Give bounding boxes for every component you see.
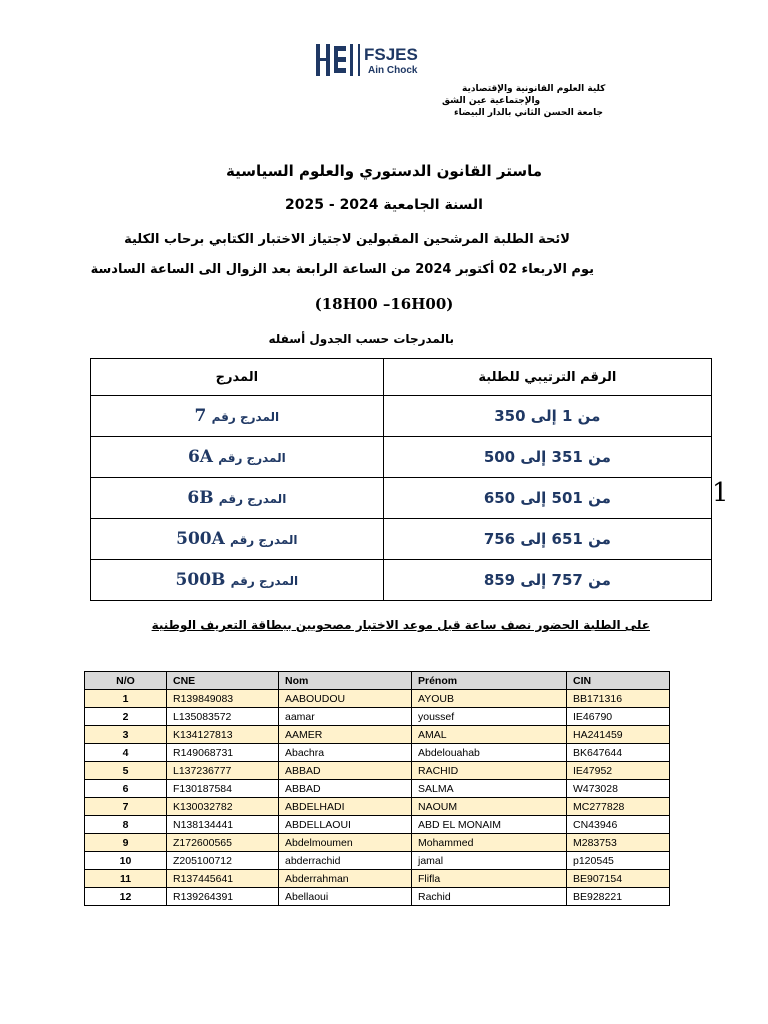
- hall-number: 6B: [187, 488, 214, 508]
- cell-no: 9: [85, 834, 167, 852]
- cell-cne: Z205100712: [167, 852, 279, 870]
- hall-row: [91, 560, 712, 601]
- cell-cin: BE928221: [567, 888, 670, 906]
- students-body: [85, 690, 670, 906]
- cell-nom: aamar: [279, 708, 412, 726]
- cell-nom: abderrachid: [279, 852, 412, 870]
- table-row: [85, 708, 670, 726]
- table-row: [85, 762, 670, 780]
- cell-no: 1: [85, 690, 167, 708]
- hall-number: 7: [194, 406, 207, 426]
- svg-text:والإجتماعية عين الشق: والإجتماعية عين الشق: [442, 96, 541, 106]
- cell-cin: MC277828: [567, 798, 670, 816]
- students-table: [84, 671, 670, 906]
- hall-label: المدرج رقم: [211, 410, 280, 424]
- rank-column-header: الرقم الترتيبي للطلبة: [383, 359, 711, 396]
- cell-prenom: RACHID: [412, 762, 567, 780]
- cell-nom: ABDELHADI: [279, 798, 412, 816]
- table-row: [85, 798, 670, 816]
- halls-table: [90, 358, 712, 601]
- hall-number: 6A: [187, 447, 213, 467]
- cell-cne: F130187584: [167, 780, 279, 798]
- cell-nom: Abdelmoumen: [279, 834, 412, 852]
- cell-prenom: Rachid: [412, 888, 567, 906]
- cell-nom: ABBAD: [279, 780, 412, 798]
- table-row: [85, 834, 670, 852]
- cell-nom: Abderrahman: [279, 870, 412, 888]
- page-number: 1: [712, 478, 729, 508]
- cell-cne: K130032782: [167, 798, 279, 816]
- cell-cne: N138134441: [167, 816, 279, 834]
- hall-number: 500A: [176, 529, 225, 549]
- header-cin: CIN: [567, 672, 670, 690]
- cell-no: 7: [85, 798, 167, 816]
- cell-no: 6: [85, 780, 167, 798]
- cell-prenom: SALMA: [412, 780, 567, 798]
- cell-cin: CN43946: [567, 816, 670, 834]
- table-row: [85, 870, 670, 888]
- cell-prenom: NAOUM: [412, 798, 567, 816]
- cell-prenom: Flifla: [412, 870, 567, 888]
- hall-row: [91, 437, 712, 478]
- svg-text:Ain Chock: Ain Chock: [368, 65, 418, 76]
- table-row: [85, 744, 670, 762]
- cell-nom: ABDELLAOUI: [279, 816, 412, 834]
- cell-cne: Z172600565: [167, 834, 279, 852]
- rank-range: من 351 إلى 500: [383, 437, 711, 478]
- cell-no: 4: [85, 744, 167, 762]
- cell-no: 12: [85, 888, 167, 906]
- hall-cell: [91, 560, 384, 601]
- cell-cin: BK647644: [567, 744, 670, 762]
- cell-no: 3: [85, 726, 167, 744]
- table-row: [85, 726, 670, 744]
- cell-prenom: AYOUB: [412, 690, 567, 708]
- exam-hours: (18H00 –16H00): [314, 295, 454, 313]
- cell-cin: IE47952: [567, 762, 670, 780]
- cell-cne: R139849083: [167, 690, 279, 708]
- cell-cne: R139264391: [167, 888, 279, 906]
- cell-cin: M283753: [567, 834, 670, 852]
- faculty-logo: [312, 40, 606, 120]
- hall-label: المدرج رقم: [230, 533, 298, 547]
- hall-column-header: المدرج: [91, 359, 384, 396]
- svg-text:جامعة الحسن الثاني بالدار البي: جامعة الحسن الثاني بالدار البيضاء: [454, 108, 603, 118]
- cell-nom: ABBAD: [279, 762, 412, 780]
- svg-text:كلية العلوم القانونية والإقتصا: كلية العلوم القانونية والإقتصادية: [462, 84, 606, 94]
- students-header-row: [85, 672, 670, 690]
- cell-cin: BE907154: [567, 870, 670, 888]
- hall-cell: [91, 519, 384, 560]
- cell-no: 5: [85, 762, 167, 780]
- hall-cell: [91, 478, 384, 519]
- cell-cin: BB171316: [567, 690, 670, 708]
- cell-prenom: youssef: [412, 708, 567, 726]
- halls-note: بالمدرجات حسب الجدول أسفله: [268, 332, 454, 346]
- rank-range: من 1 إلى 350: [383, 396, 711, 437]
- hall-number: 500B: [175, 570, 226, 590]
- rank-range: من 757 إلى 859: [383, 560, 711, 601]
- hall-label: المدرج رقم: [218, 492, 287, 506]
- rank-range: من 501 إلى 650: [383, 478, 711, 519]
- cell-prenom: AMAL: [412, 726, 567, 744]
- rank-range: من 651 إلى 756: [383, 519, 711, 560]
- table-row: [85, 690, 670, 708]
- cell-cin: IE46790: [567, 708, 670, 726]
- cell-cne: R137445641: [167, 870, 279, 888]
- table-row: [85, 780, 670, 798]
- hall-row: [91, 396, 712, 437]
- cell-prenom: Mohammed: [412, 834, 567, 852]
- hall-row: [91, 519, 712, 560]
- cell-cin: W473028: [567, 780, 670, 798]
- hall-cell: [91, 396, 384, 437]
- cell-no: 2: [85, 708, 167, 726]
- cell-cne: L135083572: [167, 708, 279, 726]
- hall-cell: [91, 437, 384, 478]
- hall-label: المدرج رقم: [218, 451, 286, 465]
- cell-nom: AABOUDOU: [279, 690, 412, 708]
- hall-row: [91, 478, 712, 519]
- header-prenom: Prénom: [412, 672, 567, 690]
- cell-no: 10: [85, 852, 167, 870]
- cell-cne: K134127813: [167, 726, 279, 744]
- cell-cin: HA241459: [567, 726, 670, 744]
- cell-cin: p120545: [567, 852, 670, 870]
- cell-nom: Abellaoui: [279, 888, 412, 906]
- header-nom: Nom: [279, 672, 412, 690]
- svg-text:FSJES: FSJES: [364, 45, 418, 64]
- cell-nom: AAMER: [279, 726, 412, 744]
- cell-no: 8: [85, 816, 167, 834]
- table-row: [85, 852, 670, 870]
- hall-label: المدرج رقم: [230, 574, 299, 588]
- cell-cne: R149068731: [167, 744, 279, 762]
- list-title: لائحة الطلبة المرشحين المقبولين لاجتياز الاختبار الكتابي برحاب الكلية: [124, 232, 570, 247]
- cell-nom: Abachra: [279, 744, 412, 762]
- header-no: N/O: [85, 672, 167, 690]
- table-row: [85, 888, 670, 906]
- page-title: ماستر القانون الدستوري والعلوم السياسية: [225, 162, 542, 180]
- attendance-notice: على الطلبة الحضور نصف ساعة قبل موعد الاختبار مصحوبين ببطاقة التعريف الوطنية: [151, 618, 650, 632]
- cell-prenom: ABD EL MONAIM: [412, 816, 567, 834]
- cell-prenom: Abdelouahab: [412, 744, 567, 762]
- cell-prenom: jamal: [412, 852, 567, 870]
- exam-schedule: يوم الاربعاء 02 أكتوبر 2024 من الساعة الرابعة بعد الزوال الى الساعة السادسة: [90, 262, 594, 277]
- academic-year: السنة الجامعية 2024 - 2025: [285, 197, 483, 213]
- cell-no: 11: [85, 870, 167, 888]
- halls-header-row: [91, 359, 712, 396]
- cell-cne: L137236777: [167, 762, 279, 780]
- emblem-icon: [316, 44, 353, 76]
- table-row: [85, 816, 670, 834]
- header-cne: CNE: [167, 672, 279, 690]
